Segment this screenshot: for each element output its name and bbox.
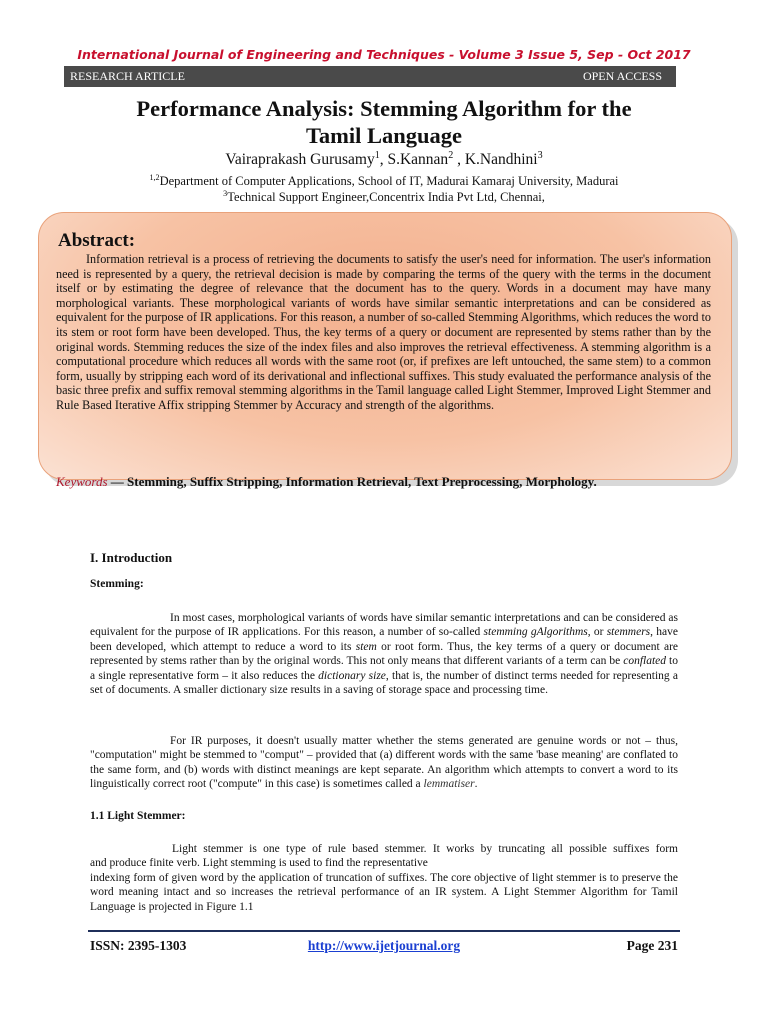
journal-name: International Journal of Engineering and Techniques - Volume 3 Issue 5, Sep - Oct 2017 [77,47,691,62]
text-run: , or [587,626,607,639]
italic-term: lemmatiser [423,778,475,791]
article-type-label: RESEARCH ARTICLE [70,69,185,83]
footer-issn: ISSN: 2395-1303 [90,938,187,953]
author-3: K.Nandhini [464,151,538,168]
text-run: . [474,778,478,791]
affiliation-2-sup: 3 [223,188,228,198]
paper-title [64,95,704,149]
italic-term: dictionary size [318,669,386,682]
paragraph-stemming-1 [90,611,678,697]
italic-term: stemming gAlgorithms [483,626,588,639]
footer-divider [88,930,680,932]
italic-term: stem [355,640,377,653]
text-run: In most cases, morphological variants of words have similar semantic interpretations and can be considered as equivalent for the purpose of IR applications. For this reason, a number of so-called [90,612,678,639]
footer-page-number: Page 231 [626,938,678,953]
footer-journal-link[interactable]: http://www.ijetjournal.org [307,938,461,953]
paragraph-light-stemmer [90,842,678,914]
text-run: or root form. Thus, the key terms of a query or document are represented by stems rather than by the original words. This not only means that different variants of a term can be [90,640,678,668]
title-line-1: Performance Analysis: Stemming Algorithm for the [136,96,632,121]
author-separator: , [379,151,388,168]
affiliation-2-text: Technical Support Engineer,Concentrix India Pvt Ltd, Chennai, [227,190,545,204]
author-list [64,151,704,169]
affiliation-1-text: Department of Computer Applications, School of IT, Madurai Kamaraj University, Madurai [159,174,619,188]
text-run: For IR purposes, it doesn't usually matter whether the stems generated are genuine words or not – thus, "computation" might be stemmed to "comput" – provided that (a) different words with the same 'base meaning' are conflated to the same form, and (b) words with distinct meanings are kept separate. An algorithm which attempts to convert a word to its linguistically correct root ("compute" in this case) is sometimes called a [90,735,678,791]
keywords-line [56,474,716,490]
abstract-heading: Abstract: [58,230,136,251]
affiliation-2 [64,190,704,205]
abstract-text: Information retrieval is a process of retrieving the documents to satisfy the user's need for information. The user's information need is represented by a query, the retrieval decision is made by comparing the terms of the query with the terms in the document itself or by estimating the degree of relevance that the document has to the query. Words in a document may have many morphological variants. These morphological variants of words have similar semantic interpretations and can be considered as equivalent for the purpose of IR applications. For this reason, a number of so-called Stemming Algorithms, which reduces the word to its stem or root form have been developed. Thus, the key terms of a query or document are represented by stems rather than by the original words. Stemming reduces the size of the index files and also improves the retrieval effectiveness. A stemming algorithm is a computational procedure which reduces all words with the same root (or, if prefixes are left untouched, the same stem) to a common form, usually by stripping each word of its derivational and inflectional suffixes. This study evaluated the performance analysis of the basic three prefix and suffix removal stemming algorithms in the Tamil language called Light Stemmer, Improved Light Stemmer and Rule Based Iterative Affix stripping Stemmer by Accuracy and strength of the algorithms. [56,252,711,412]
author-2-sup: 2 [448,149,454,161]
text-run: , have been developed, which attempt to reduce a word to its [90,626,678,653]
subheading-stemming: Stemming: [90,578,144,590]
author-1-sup: 1 [374,149,380,161]
author-separator: , [453,151,465,168]
author-3-sup: 3 [537,149,543,161]
author-2: S.Kannan [387,151,449,168]
subheading-light-stemmer: 1.1 Light Stemmer: [90,810,186,822]
text-block: indexing form of given word by the application of truncation of suffixes. The core objective of light stemmer is to preserve the word meaning intact and so increases the retrieval performance of an IR system. A Light Stemmer Algorithm for Tamil Language is projected in Figure 1.1 [90,871,678,913]
paragraph-stemming-2 [90,734,678,792]
affiliation-1-sup: 1,2 [149,172,160,182]
title-line-2: Tamil Language [305,123,463,148]
affiliation-1 [64,174,704,189]
keywords-text: Stemming, Suffix Stripping, Information Retrieval, Text Preprocessing, Morphology. [127,474,597,489]
text-line: and produce finite verb. Light stemming is used to find the representative [90,857,428,870]
italic-term: conflated [623,655,667,668]
text-run: , that is, the number of distinct terms needed for representing a set of documents. A smaller dictionary size results in a saving of storage space and processing time. [90,669,678,697]
author-1: Vairaprakash Gurusamy [225,151,375,168]
keywords-label: Keywords [56,474,108,489]
article-header-bar [64,66,676,87]
section-heading-introduction: I. Introduction [90,550,173,565]
keywords-dash: — [107,474,128,489]
open-access-label: OPEN ACCESS [582,69,662,83]
text-line: Light stemmer is one type of rule based stemmer. It works by truncating all possible suffixes form [172,843,678,855]
text-run: to a single representative form – it also reduces the [90,655,678,682]
italic-term: stemmers [606,626,651,639]
